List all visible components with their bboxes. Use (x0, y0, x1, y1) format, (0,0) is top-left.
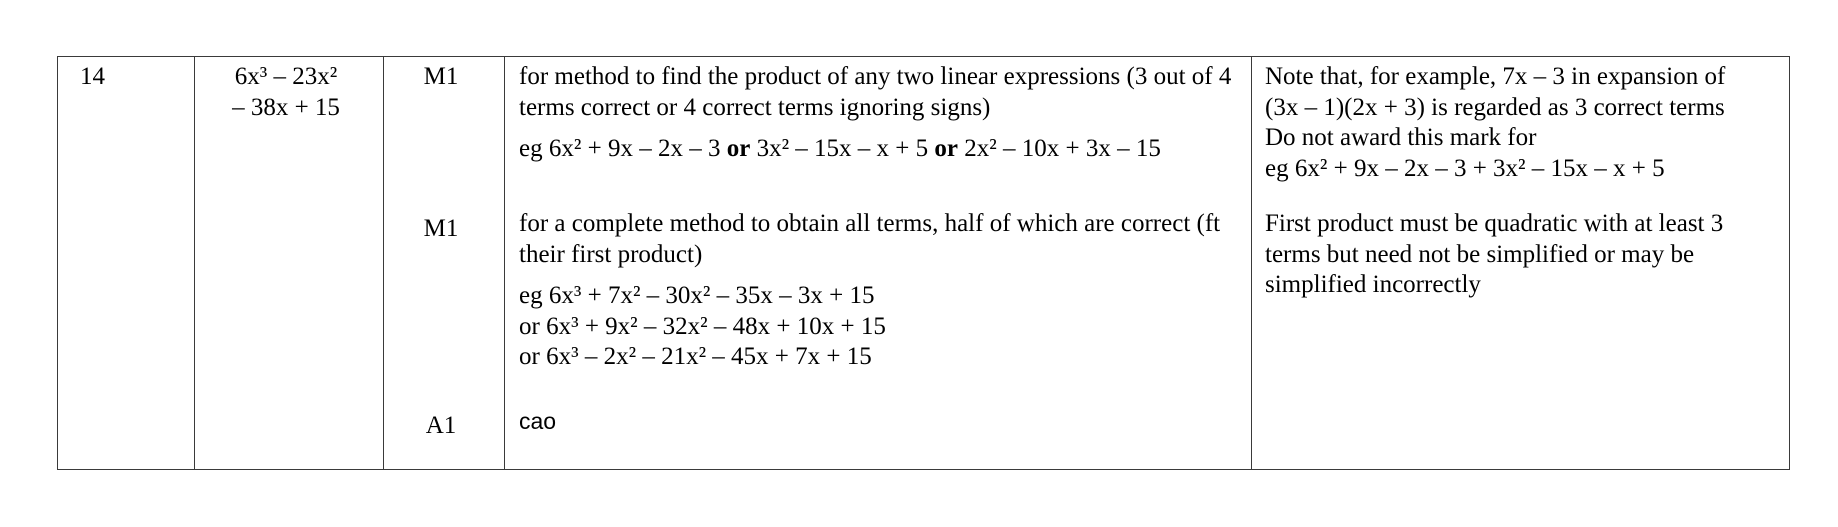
guidance-mark-2-eg-line-2: or 6x³ + 9x² – 32x² – 48x + 10x + 15 (519, 312, 886, 340)
mark-2: M1 (423, 215, 459, 242)
note-line-1: Note that, for example, 7x – 3 in expansion of (1265, 63, 1726, 90)
additional-guidance-1 (1252, 57, 1789, 209)
table-row (58, 57, 1790, 470)
guidance-mark-1-eg-a: eg 6x² + 9x – 2x – 3 (519, 135, 721, 162)
guidance-or-1: or (726, 135, 751, 162)
question-number: 14 (80, 63, 105, 90)
answer-cell (195, 57, 384, 470)
guidance-mark-2-eg-line-1: eg 6x³ + 7x² – 30x² – 35x – 3x + 15 (519, 282, 875, 309)
answer (195, 57, 383, 123)
guidance-mark-2 (505, 209, 1251, 406)
mark-scheme-table (57, 56, 1790, 470)
guidance-mark-1 (505, 57, 1251, 209)
guidance-mark-3: cao (519, 408, 557, 434)
additional-guidance-cell (1252, 57, 1790, 470)
note-line-4: eg 6x² + 9x – 2x – 3 + 3x² – 15x – x + 5 (1265, 154, 1665, 182)
guidance-mark-2-text: for a complete method to obtain all terms, half of which are correct (ft their first product) (519, 210, 1221, 268)
guidance-mark-1-text: for method to find the product of any two linear expressions (3 out of 4 terms correct or 4 correct terms ignoring signs) (519, 63, 1232, 121)
guidance-or-2: or (934, 135, 959, 162)
additional-guidance-2: First product must be quadratic with at least 3 terms but need not be simplified or may be simplified incorrectly (1265, 210, 1724, 298)
mark-cell (384, 57, 505, 470)
mark-scheme-guidance-cell (505, 57, 1252, 470)
answer-line-1: 6x³ – 23x² (234, 63, 338, 90)
guidance-mark-1-eg-b: 3x² – 15x – x + 5 (756, 135, 929, 162)
guidance-mark-1-examples (519, 134, 1239, 165)
note-line-2: (3x – 1)(2x + 3) is regarded as 3 correct terms (1265, 93, 1725, 121)
question-number-cell (58, 57, 195, 470)
guidance-mark-1-eg-c: 2x² – 10x + 3x – 15 (964, 135, 1161, 162)
mark-1: M1 (423, 63, 459, 90)
guidance-mark-2-eg-line-3: or 6x³ – 2x² – 21x² – 45x + 7x + 15 (519, 343, 872, 370)
note-line-3: Do not award this mark for (1265, 124, 1537, 151)
mark-3: A1 (425, 412, 457, 439)
answer-line-2: – 38x + 15 (232, 93, 340, 121)
